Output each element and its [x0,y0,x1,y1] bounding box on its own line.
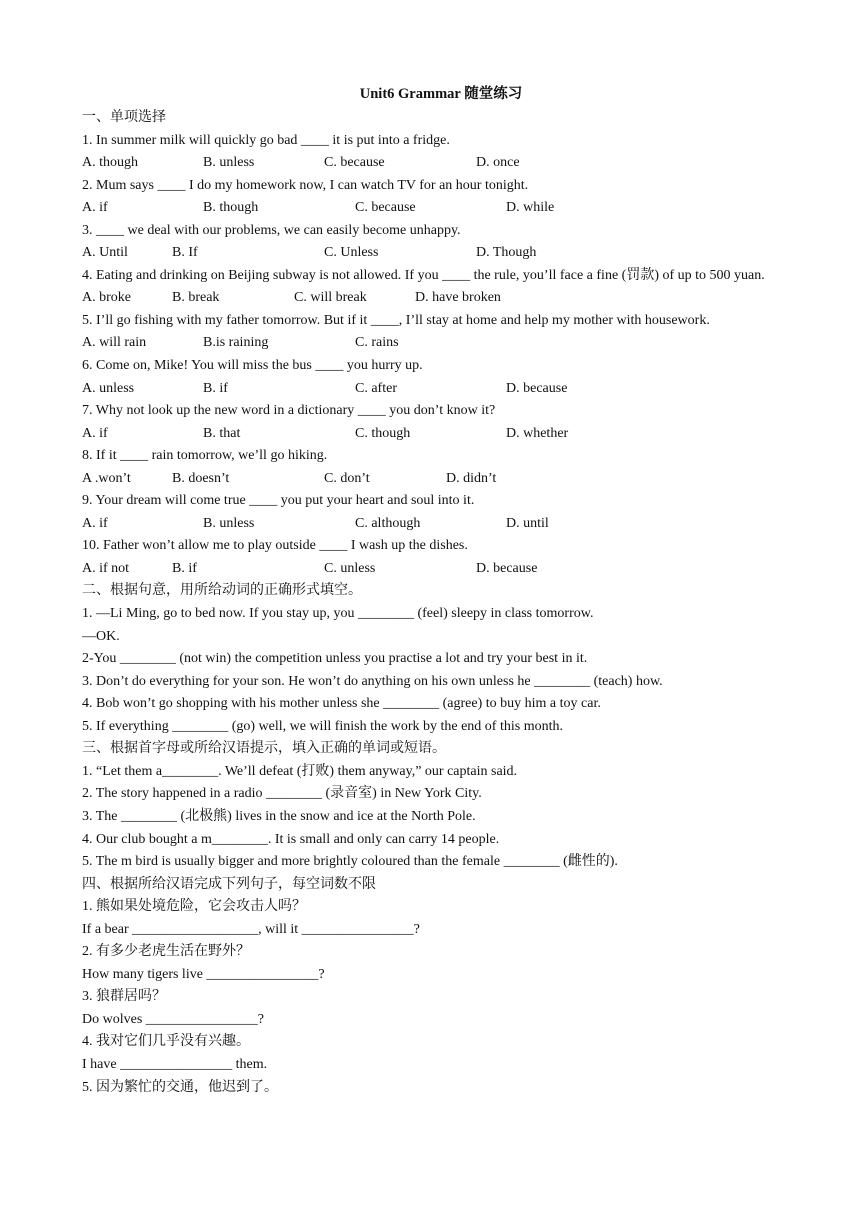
question-stem: 9. Your dream will come true ____ you put your heart and soul into it. [82,493,475,509]
option: A .won’t [82,470,131,486]
option: D. because [476,560,538,576]
option: B.is raining [203,335,269,351]
option: C. unless [324,560,376,576]
exercise-line: 3. Don’t do everything for your son. He won’t do anything on his own unless he ________ (teach) how. [82,673,663,689]
option: C. don’t [324,470,370,486]
question-options [82,378,782,401]
option: D. didn’t [446,470,497,486]
option: A. unless [82,380,135,396]
option: C. because [324,155,385,171]
option: B. that [203,425,241,441]
exercise-line: 5. If everything ________ (go) well, we will finish the work by the end of this month. [82,718,563,734]
option: B. unless [203,515,255,531]
exercise-line: 5. 因为繁忙的交通，他迟到了。 [82,1079,278,1095]
option: A. will rain [82,335,147,351]
question-stem: 6. Come on, Mike! You will miss the bus ____ you hurry up. [82,358,423,374]
exercise-line: 3. 狼群居吗？ [82,989,166,1005]
section3-heading: 三、根据首字母或所给汉语提示，填入正确的单词或短语。 [82,741,446,757]
option: B. unless [203,155,255,171]
question-options [82,468,782,491]
question-options [82,423,782,446]
option: A. broke [82,290,131,306]
option: A. if [82,200,108,216]
option: B. though [203,200,259,216]
option: D. whether [506,425,569,441]
exercise-line: 3. The ________ (北极熊) lives in the snow and ice at the North Pole. [82,808,476,824]
exercise-line: 4. 我对它们几乎没有兴趣。 [82,1034,250,1050]
question-stem: 3. ____ we deal with our problems, we can easily become unhappy. [82,222,461,238]
question-stem: 2. Mum says ____ I do my homework now, I can watch TV for an hour tonight. [82,177,529,193]
option: D. while [506,200,555,216]
option: A. though [82,155,138,171]
question-stem: 5. I’ll go fishing with my father tomorrow. But if it ____, I’ll stay at home and help my mother with housework. [82,312,710,328]
option: C. rains [355,335,399,351]
question-options [82,332,782,355]
option: C. after [355,380,397,396]
option: D. Though [476,245,537,261]
option: A. if [82,515,108,531]
section2-heading: 二、根据句意，用所给动词的正确形式填空。 [82,583,362,599]
worksheet-title: Unit6 Grammar 随堂练习 [359,86,523,102]
exercise-line: 4. Our club bought a m________. It is small and only can carry 14 people. [82,831,500,847]
exercise-line: 1. 熊如果处境危险，它会攻击人吗？ [82,899,306,915]
option: A. if [82,425,108,441]
exercise-line: How many tigers live ________________? [82,966,325,982]
question-options [82,242,782,265]
exercise-line: —OK. [82,628,120,644]
exercise-line: 2. The story happened in a radio ________ (录音室) in New York City. [82,786,482,802]
exercise-line: 1. “Let them a________. We’ll defeat (打败) them anyway,” our captain said. [82,763,518,779]
option: A. if not [82,560,130,576]
question-options [82,197,782,220]
option: C. though [355,425,411,441]
exercise-line: 2-You ________ (not win) the competition unless you practise a lot and try your best in it. [82,651,588,667]
exercise-line: 4. Bob won’t go shopping with his mother unless she ________ (agree) to buy him a toy car. [82,696,601,712]
option: B. If [172,245,198,261]
option: C. because [355,200,416,216]
exercise-line: If a bear __________________, will it ________________? [82,921,420,937]
exercise-line: 2. 有多少老虎生活在野外？ [82,944,250,960]
option: D. have broken [415,290,501,306]
question-options [82,152,782,175]
option: B. doesn’t [172,470,230,486]
option: C. Unless [324,245,379,261]
question-stem: 1. In summer milk will quickly go bad ____ it is put into a fridge. [82,132,450,148]
question-options [82,513,782,536]
section4-heading: 四、根据所给汉语完成下列句子，每空词数不限 [82,876,376,892]
question-stem: 4. Eating and drinking on Beijing subway is not allowed. If you ____ the rule, you’ll face a fine (罚款) of up to 500 yuan. [82,267,765,283]
option: C. will break [294,290,367,306]
option: B. if [172,560,197,576]
option: B. if [203,380,228,396]
option: D. until [506,515,549,531]
question-stem: 10. Father won’t allow me to play outside ____ I wash up the dishes. [82,538,468,554]
option: D. once [476,155,520,171]
option: A. Until [82,245,128,261]
question-stem: 7. Why not look up the new word in a dictionary ____ you don’t know it? [82,403,496,419]
section1-heading: 一、单项选择 [82,110,166,125]
exercise-line: 5. The m bird is usually bigger and more brightly coloured than the female ________ (雌性的). [82,854,618,870]
option: C. although [355,515,421,531]
worksheet [82,85,782,1099]
option: D. because [506,380,568,396]
exercise-line: Do wolves ________________? [82,1011,264,1027]
option: B. break [172,290,220,306]
exercise-line: 1. —Li Ming, go to bed now. If you stay up, you ________ (feel) sleepy in class tomorrow. [82,606,594,622]
exercise-line: I have ________________ them. [82,1056,268,1072]
question-stem: 8. If it ____ rain tomorrow, we’ll go hiking. [82,448,328,464]
question-options [82,558,782,581]
question-options [82,287,782,310]
